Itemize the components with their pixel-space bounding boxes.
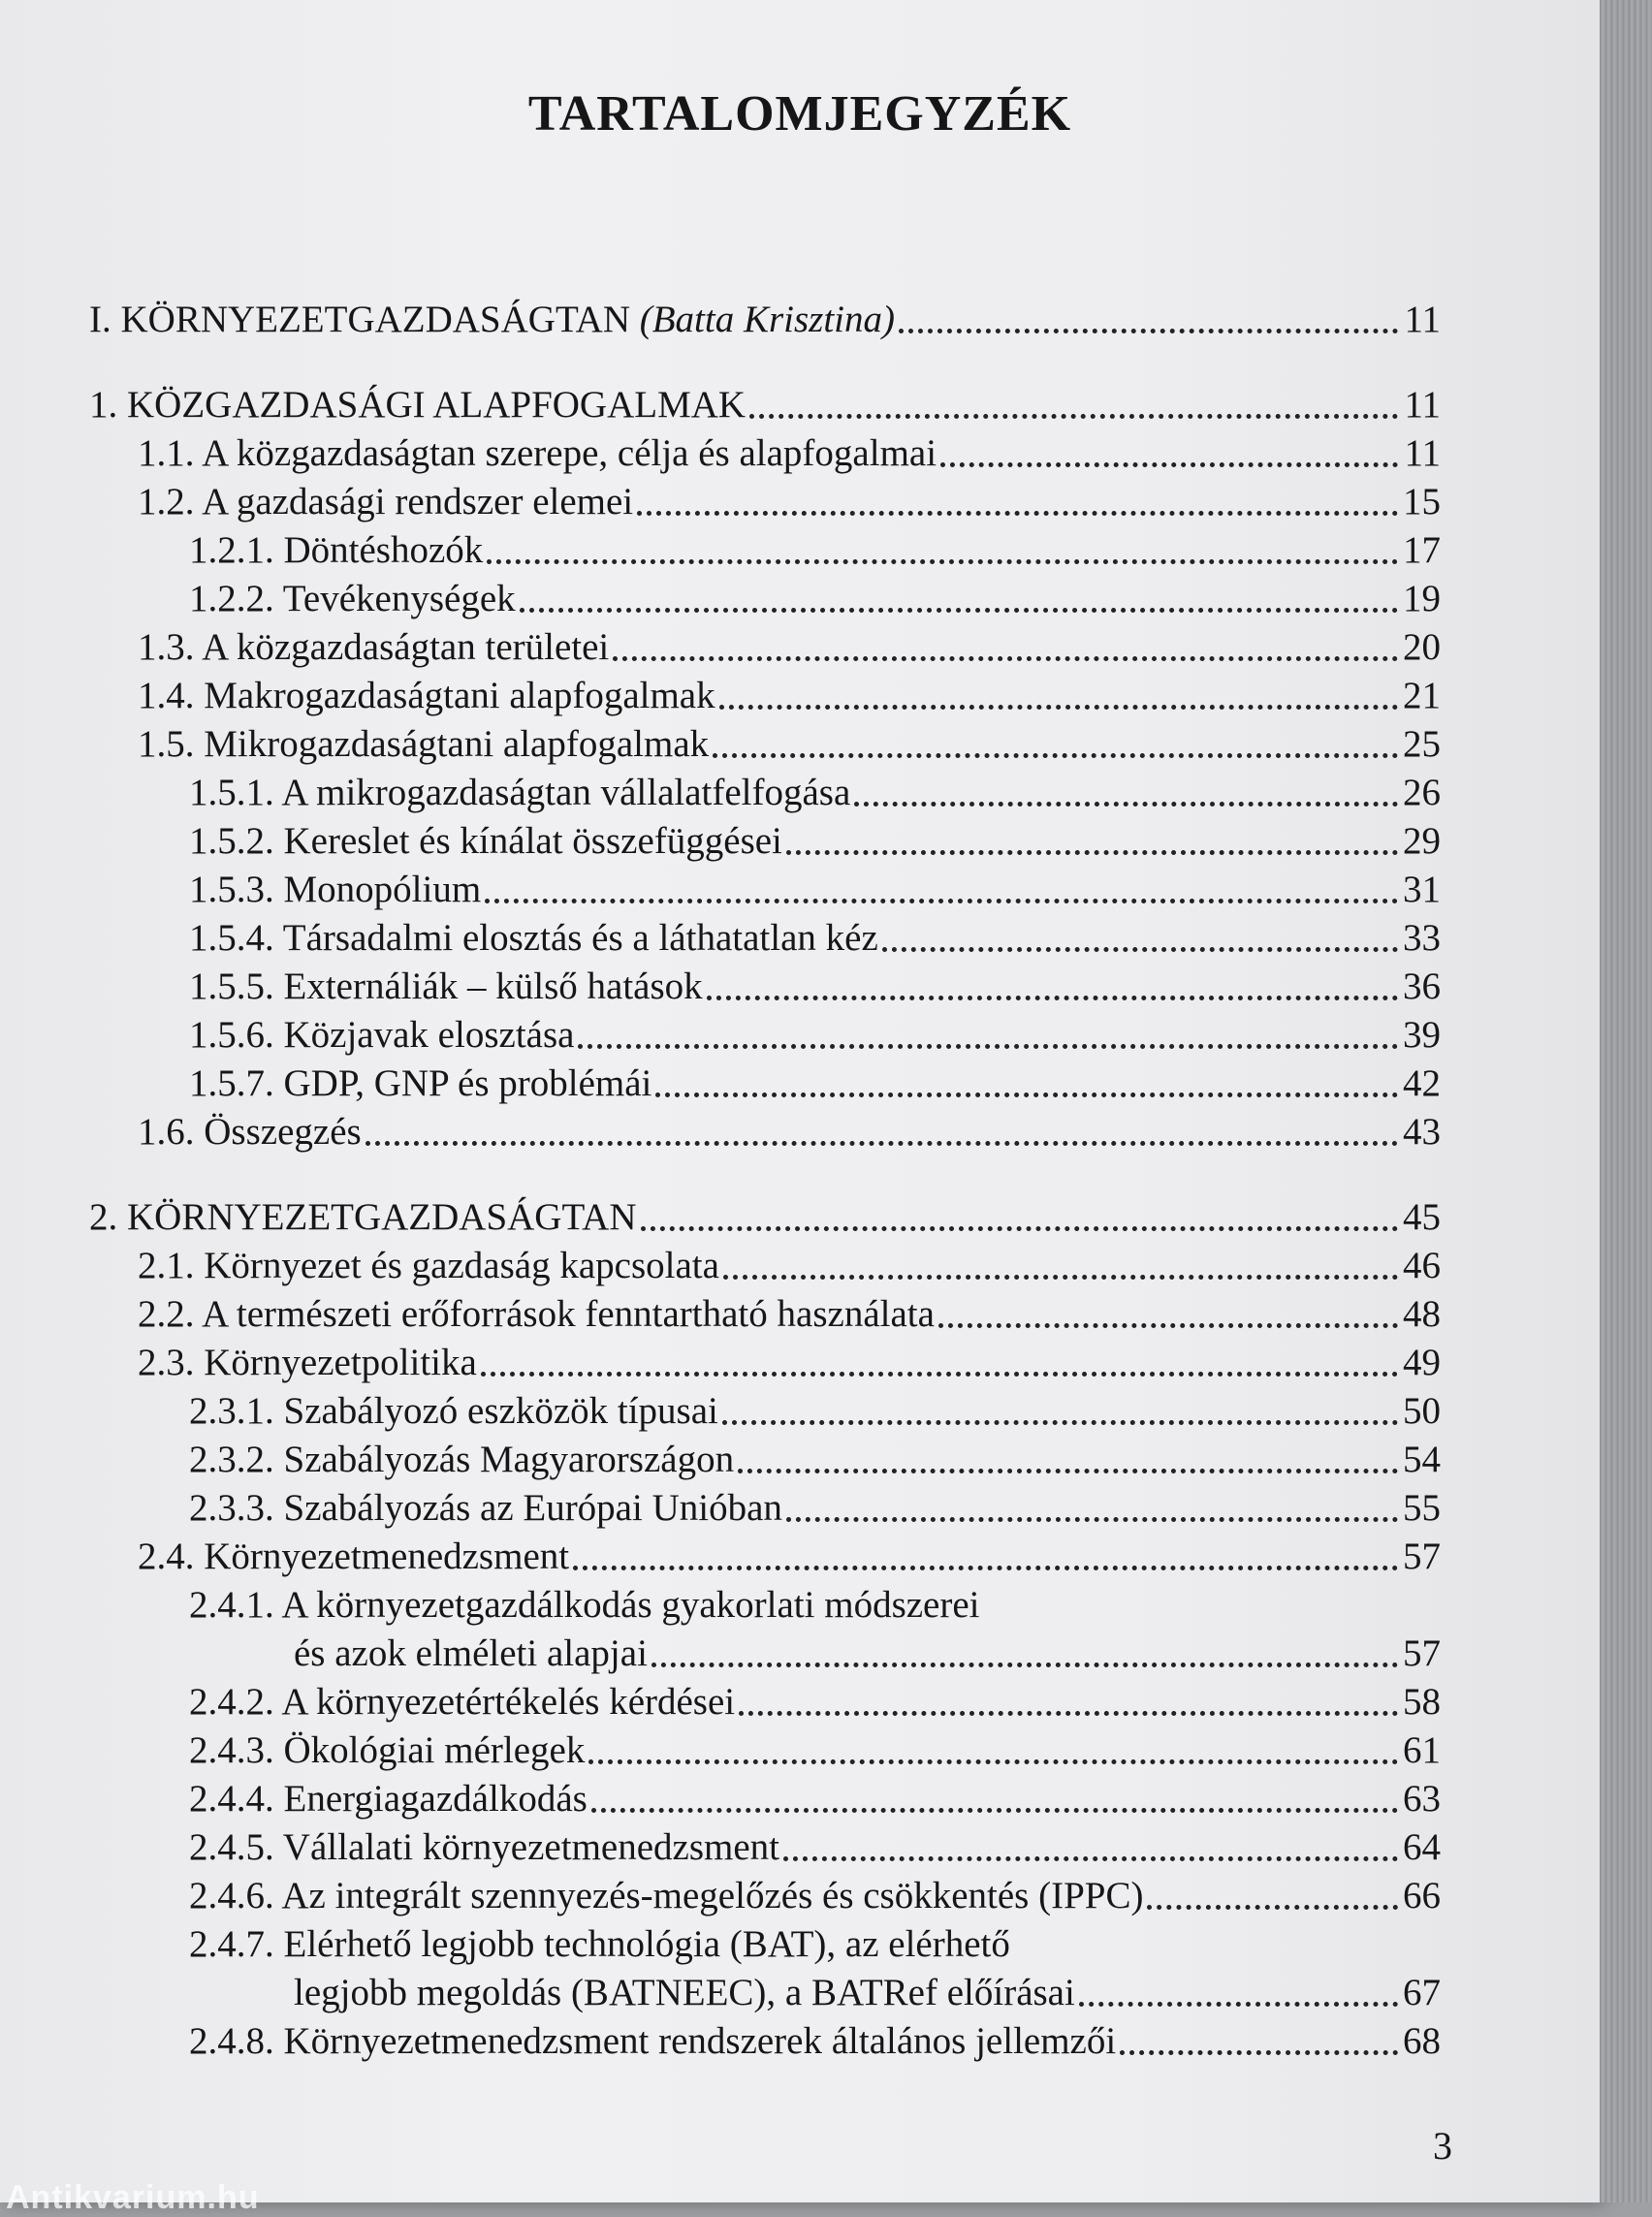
toc-page-number: 66 <box>1403 1875 1441 1916</box>
toc-entry-label: 2.3. Környezetpolitika <box>138 1342 477 1383</box>
toc-entry-label: 2.4.1. A környezetgazdálkodás gyakorlati módszerei <box>189 1584 980 1626</box>
toc-page-number: 11 <box>1404 432 1441 474</box>
toc-page-number: 33 <box>1403 917 1441 959</box>
leader-dots <box>655 1093 1398 1097</box>
toc-page-number: 29 <box>1403 820 1441 862</box>
toc-page-number: 43 <box>1403 1111 1441 1153</box>
toc-entry <box>89 1872 1441 1920</box>
toc-entry-label: 2.3.3. Szabályozás az Európai Unióban <box>189 1487 782 1529</box>
toc-entry <box>89 429 1441 478</box>
toc-entry-label: 2.4.3. Ökológiai mérlegek <box>189 1729 586 1771</box>
toc-entry-label: 1.2.2. Tevékenységek <box>189 578 516 619</box>
leader-dots <box>591 1808 1398 1813</box>
leader-dots <box>485 899 1398 903</box>
toc-entry-label: 1.5.4. Társadalmi elosztás és a láthatatlan kéz <box>189 917 878 959</box>
toc-page-number: 19 <box>1403 578 1441 619</box>
toc-part-author: (Batta Krisztina) <box>639 299 896 340</box>
leader-dots <box>739 1711 1398 1716</box>
toc-entry-label: 2.4.5. Vállalati környezetmenedzsment <box>189 1826 779 1868</box>
toc-page-number: 26 <box>1403 772 1441 813</box>
toc-entry <box>89 1726 1441 1775</box>
leader-dots <box>899 329 1398 333</box>
toc-entry-label: és azok elméleti alapjai <box>294 1632 648 1674</box>
leader-dots <box>573 1566 1398 1570</box>
toc-entry-label: 1.4. Makrogazdaságtani alapfogalmak <box>138 675 715 716</box>
toc-entry <box>89 1823 1441 1872</box>
toc-page-number: 63 <box>1403 1778 1441 1820</box>
toc-entry-label: 1.5.7. GDP, GNP és problémái <box>189 1062 652 1104</box>
leader-dots <box>749 414 1398 419</box>
toc-page-number: 46 <box>1403 1245 1441 1286</box>
toc-entry-label: 1.6. Összegzés <box>138 1111 362 1153</box>
page-edge-stack <box>1600 0 1652 2202</box>
toc-page-number: 58 <box>1403 1681 1441 1723</box>
toc-page-number: 49 <box>1403 1342 1441 1383</box>
toc-entry-label: 1.5.3. Monopólium <box>189 869 482 910</box>
leader-dots <box>481 1372 1398 1377</box>
toc-entry <box>89 1339 1441 1387</box>
toc-entry <box>89 1484 1441 1533</box>
toc-page-number: 25 <box>1403 723 1441 765</box>
toc-entry-label: 2.4.6. Az integrált szennyezés-megelőzés és csökkentés (IPPC) <box>189 1875 1144 1916</box>
toc-entry <box>89 575 1441 623</box>
toc-entry-label: 1.5.5. Externáliák – külső hatások <box>189 966 703 1007</box>
leader-dots <box>487 559 1398 564</box>
toc-entry <box>89 914 1441 963</box>
toc-entry <box>89 1242 1441 1290</box>
leader-dots <box>520 608 1398 613</box>
leader-dots <box>365 1141 1398 1146</box>
toc-entry-label: 1.5. Mikrogazdaságtani alapfogalmak <box>138 723 710 765</box>
leader-dots <box>713 753 1398 758</box>
toc-entry <box>89 866 1441 914</box>
leader-dots <box>1079 2002 1398 2007</box>
toc-entry <box>89 1533 1441 1581</box>
toc-entry <box>89 1678 1441 1726</box>
leader-dots <box>651 1663 1398 1667</box>
toc-entry <box>89 1290 1441 1339</box>
leader-dots <box>723 1275 1398 1280</box>
toc-entry-label: 1.5.6. Közjavak elosztása <box>189 1014 575 1056</box>
toc-page-number: 11 <box>1404 299 1441 340</box>
leader-dots <box>719 705 1398 710</box>
toc-chapter-entry <box>89 381 1441 429</box>
leader-dots <box>641 1226 1399 1231</box>
toc-entry-label: 1.2. A gazdasági rendszer elemei <box>138 481 634 523</box>
toc-page-number: 55 <box>1403 1487 1441 1529</box>
table-of-contents <box>89 296 1441 2066</box>
toc-page-number: 42 <box>1403 1062 1441 1104</box>
toc-entry-label: 2.3.1. Szabályozó eszközök típusai <box>189 1390 718 1432</box>
toc-page-number: 36 <box>1403 966 1441 1007</box>
toc-entry <box>89 1436 1441 1484</box>
toc-entry-label: 2.4. Környezetmenedzsment <box>138 1536 570 1577</box>
toc-entry <box>89 1060 1441 1108</box>
toc-entry <box>89 1108 1441 1156</box>
toc-entry <box>89 720 1441 769</box>
toc-entry-label: 2.4.8. Környezetmenedzsment rendszerek általános jellemzői <box>189 2020 1117 2062</box>
toc-entry <box>89 526 1441 575</box>
leader-dots <box>783 1856 1398 1861</box>
toc-entry-label: 2.4.2. A környezetértékelés kérdései <box>189 1681 736 1723</box>
toc-part-entry <box>89 296 1441 344</box>
toc-page-number: 68 <box>1403 2020 1441 2062</box>
leader-dots <box>1147 1905 1398 1910</box>
leader-dots <box>1120 2050 1398 2055</box>
toc-page-number: 31 <box>1403 869 1441 910</box>
toc-part-label: I. KÖRNYEZETGAZDASÁGTAN <box>89 299 630 340</box>
toc-entry-label: 2.2. A természeti erőforrások fenntartható használata <box>138 1293 935 1335</box>
toc-entry-label: legjobb megoldás (BATNEEC), a BATRef előírásai <box>294 1972 1075 2013</box>
leader-dots <box>578 1044 1398 1049</box>
toc-page-number: 67 <box>1403 1972 1441 2013</box>
page-number: 3 <box>1433 2124 1452 2168</box>
leader-dots <box>637 511 1398 516</box>
leader-dots <box>707 996 1398 1000</box>
toc-entry-label: 1.5.2. Kereslet és kínálat összefüggései <box>189 820 782 862</box>
toc-entry-label: 1.2.1. Döntéshozók <box>189 529 484 571</box>
toc-page-number: 54 <box>1403 1439 1441 1480</box>
page-title: TARTALOMJEGYZÉK <box>527 86 1072 142</box>
toc-entry-continuation <box>89 1630 1441 1678</box>
toc-entry-label: 2.3.2. Szabályozás Magyarországon <box>189 1439 735 1480</box>
toc-entry <box>89 963 1441 1011</box>
toc-page-number: 57 <box>1403 1632 1441 1674</box>
toc-entry <box>89 478 1441 526</box>
toc-entry <box>89 769 1441 817</box>
toc-entry-label: 2.1. Környezet és gazdaság kapcsolata <box>138 1245 719 1286</box>
toc-chapter-entry <box>89 1193 1441 1242</box>
toc-entry <box>89 1775 1441 1823</box>
leader-dots <box>940 462 1398 467</box>
toc-page-number: 48 <box>1403 1293 1441 1335</box>
toc-page-number: 15 <box>1403 481 1441 523</box>
leader-dots <box>786 850 1398 855</box>
leader-dots <box>738 1469 1398 1473</box>
leader-dots <box>854 802 1398 807</box>
toc-page-number: 21 <box>1403 675 1441 716</box>
leader-dots <box>588 1759 1398 1764</box>
leader-dots <box>786 1517 1398 1522</box>
toc-page-number: 45 <box>1403 1196 1441 1238</box>
toc-entry <box>89 1011 1441 1060</box>
toc-entry-label: 1.3. A közgazdaságtan területei <box>138 626 610 668</box>
toc-entry <box>89 672 1441 720</box>
toc-page-number: 64 <box>1403 1826 1441 1868</box>
leader-dots <box>722 1420 1398 1425</box>
toc-page-number: 17 <box>1403 529 1441 571</box>
toc-chapter-label: 1. KÖZGAZDASÁGI ALAPFOGALMAK <box>89 384 747 426</box>
toc-entry <box>89 623 1441 672</box>
toc-entry <box>89 817 1441 866</box>
toc-entry <box>89 2017 1441 2066</box>
toc-page-number: 50 <box>1403 1390 1441 1432</box>
toc-page-number: 39 <box>1403 1014 1441 1056</box>
leader-dots <box>882 947 1398 952</box>
leader-dots <box>938 1323 1398 1328</box>
toc-entry-label: 1.1. A közgazdaságtan szerepe, célja és alapfogalmai <box>138 432 937 474</box>
toc-page-number: 20 <box>1403 626 1441 668</box>
toc-entry-label: 2.4.4. Energiagazdálkodás <box>189 1778 588 1820</box>
toc-entry-label: 2.4.7. Elérhető legjobb technológia (BAT), az elérhető <box>189 1923 1010 1965</box>
toc-chapter-label: 2. KÖRNYEZETGAZDASÁGTAN <box>89 1196 637 1238</box>
watermark: Antikvarium.hu <box>6 2179 260 2216</box>
toc-entry <box>89 1387 1441 1436</box>
toc-page-number: 11 <box>1404 384 1441 426</box>
toc-page-number: 61 <box>1403 1729 1441 1771</box>
leader-dots <box>613 656 1398 661</box>
toc-entry-continuation <box>89 1969 1441 2017</box>
toc-page-number: 57 <box>1403 1536 1441 1577</box>
toc-entry-label: 1.5.1. A mikrogazdaságtan vállalatfelfogása <box>189 772 851 813</box>
